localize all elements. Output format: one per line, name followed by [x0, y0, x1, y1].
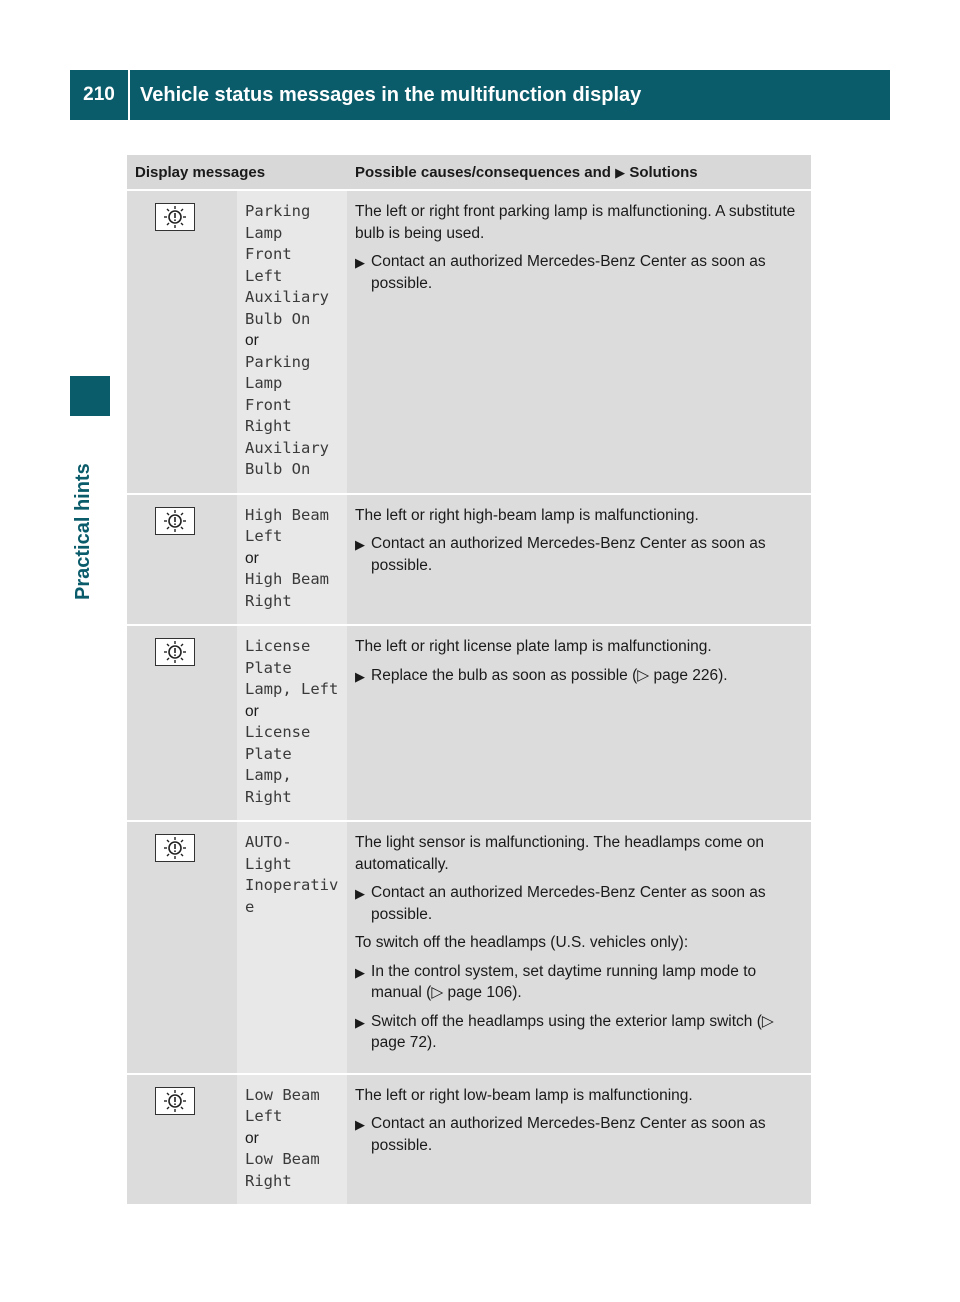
display-message-line: License — [245, 723, 311, 741]
solution-step-text: In the control system, set daytime running lamp mode to manual (▷ page 106). — [371, 962, 757, 1001]
display-message-line: Light — [245, 854, 292, 873]
display-message-cell — [237, 494, 347, 626]
solution-step — [355, 665, 803, 688]
lamp-warning-icon — [155, 507, 195, 535]
icon-cell — [127, 190, 237, 494]
page-number: 210 — [70, 70, 130, 120]
icon-cell — [127, 821, 237, 1074]
solution-text: The light sensor is malfunctioning. The headlamps come on automatically. — [355, 834, 764, 873]
display-message-line: Front — [245, 245, 292, 263]
display-message-cell — [237, 1074, 347, 1206]
step-arrow-icon: ▶ — [355, 886, 366, 901]
display-message-line: Lamp — [245, 223, 283, 242]
page-header — [70, 70, 890, 120]
column-header-solutions-suffix: Solutions — [629, 163, 698, 181]
solution-cell — [347, 1074, 811, 1206]
solution-text: The left or right license plate lamp is malfunctioning. — [355, 638, 712, 655]
display-message-line: Parking — [245, 202, 311, 220]
lamp-warning-icon — [155, 638, 195, 666]
or-separator: or — [245, 332, 259, 349]
display-message-line: Inoperativ — [245, 876, 339, 894]
solution-text: The left or right low-beam lamp is malfunctioning. — [355, 1086, 693, 1104]
step-arrow-icon: ▶ — [355, 964, 366, 980]
display-message-line: Right — [245, 787, 292, 806]
solution-step — [355, 1011, 803, 1054]
display-message-line: Right — [245, 591, 292, 610]
solution-step — [355, 251, 803, 294]
step-arrow-icon: ▶ — [355, 668, 366, 684]
display-message-cell — [237, 821, 347, 1074]
solution-step-text: Replace the bulb as soon as possible (▷ page 226). — [371, 666, 728, 684]
display-message-line: Parking — [245, 352, 311, 371]
solution-step-text: Contact an authorized Mercedes-Benz Center as soon as possible. — [371, 253, 766, 292]
solution-cell — [347, 494, 811, 626]
display-message-cell — [237, 625, 347, 821]
table-row — [127, 821, 811, 1074]
display-message-line: Lamp — [245, 374, 283, 392]
solution-step-text: Contact an authorized Mercedes-Benz Center as soon as possible. — [371, 535, 766, 574]
display-message-line: Left — [245, 527, 283, 545]
column-header-solutions-prefix: Possible causes/consequences and — [355, 163, 611, 181]
table-header-row — [127, 155, 811, 190]
display-message-line: Lamp, Left — [245, 680, 339, 698]
display-message-line: License — [245, 637, 311, 655]
display-message-line: Left — [245, 1107, 283, 1125]
or-separator: or — [245, 549, 259, 567]
solution-step — [355, 1113, 803, 1156]
step-arrow-icon: ▶ — [355, 1014, 366, 1030]
display-message-line: Bulb On — [245, 309, 311, 328]
display-message-line: Right — [245, 417, 292, 435]
solution-step-text: Contact an authorized Mercedes-Benz Center as soon as possible. — [371, 884, 766, 923]
or-separator: or — [245, 702, 259, 720]
display-message-cell — [237, 190, 347, 494]
lamp-warning-icon — [155, 203, 195, 231]
solution-step — [355, 961, 803, 1004]
display-message-line: Plate — [245, 744, 292, 763]
lamp-warning-icon — [155, 834, 195, 862]
solution-cell — [347, 190, 811, 494]
table-body — [127, 190, 811, 1205]
display-message-line: Plate — [245, 658, 292, 677]
display-message-line: Front — [245, 395, 292, 414]
solution-cell — [347, 625, 811, 821]
solution-text: To switch off the headlamps (U.S. vehicles only): — [355, 934, 689, 951]
step-arrow-icon: ▶ — [615, 164, 626, 180]
display-message-line: Left — [245, 266, 283, 285]
display-message-line: Right — [245, 1171, 292, 1190]
solution-step — [355, 882, 803, 925]
display-message-line: Low Beam — [245, 1085, 320, 1104]
step-arrow-icon: ▶ — [355, 537, 366, 552]
icon-cell — [127, 1074, 237, 1206]
table-row — [127, 190, 811, 494]
page-title: Vehicle status messages in the multifunction display — [140, 83, 642, 106]
solution-text: The left or right front parking lamp is malfunctioning. A substitute bulb is being used. — [355, 203, 796, 242]
display-message-line: Low Beam — [245, 1150, 320, 1168]
step-arrow-icon: ▶ — [355, 1117, 366, 1132]
table-row — [127, 494, 811, 626]
display-message-line: Lamp, — [245, 766, 292, 784]
solution-step-text: Contact an authorized Mercedes-Benz Center as soon as possible. — [371, 1115, 766, 1154]
display-message-line: e — [245, 897, 255, 916]
display-message-line: Auxiliary — [245, 288, 329, 306]
solution-step — [355, 533, 803, 576]
display-message-line: AUTO- — [245, 833, 292, 851]
side-tab-marker — [70, 376, 110, 416]
display-message-line: Auxiliary — [245, 438, 329, 457]
side-tab-label: Practical hints — [72, 463, 94, 600]
column-header-display: Display messages — [127, 155, 347, 190]
or-separator: or — [245, 1129, 259, 1147]
icon-cell — [127, 625, 237, 821]
icon-cell — [127, 494, 237, 626]
display-message-line: High Beam — [245, 505, 329, 524]
column-header-solutions — [347, 155, 811, 190]
table-row — [127, 625, 811, 821]
display-messages-table — [127, 155, 811, 1206]
solution-step-text: Switch off the headlamps using the exterior lamp switch (▷ page 72). — [371, 1012, 774, 1051]
solution-cell — [347, 821, 811, 1074]
display-message-line: High Beam — [245, 570, 329, 588]
table-row — [127, 1074, 811, 1206]
lamp-warning-icon — [155, 1087, 195, 1115]
step-arrow-icon: ▶ — [355, 255, 366, 270]
solution-text: The left or right high-beam lamp is malfunctioning. — [355, 506, 699, 524]
display-message-line: Bulb On — [245, 460, 311, 478]
